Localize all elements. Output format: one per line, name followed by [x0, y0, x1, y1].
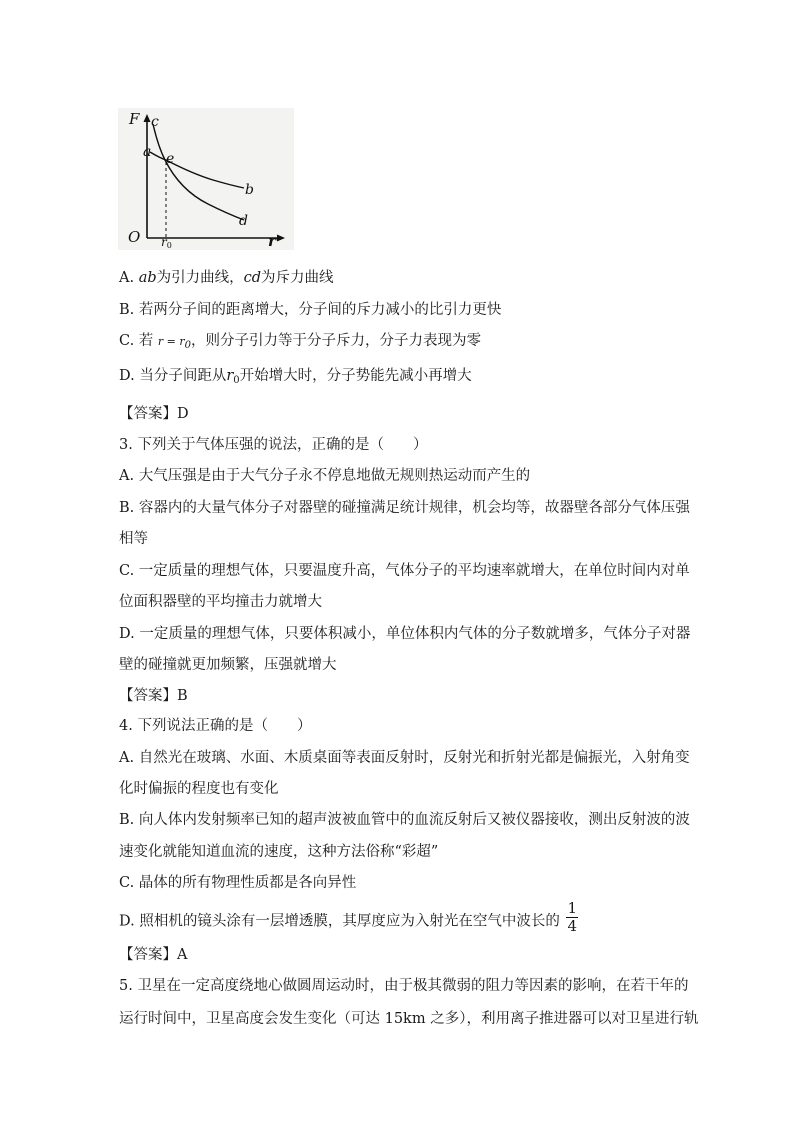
option-c-tail: ，则分子引力等于分子斥力，分子力表现为零: [191, 333, 482, 349]
option-c-prefix: C. 若: [119, 333, 154, 349]
force-curve-diagram: [118, 108, 294, 250]
option-d-r: r: [226, 368, 234, 384]
option-a-ab: ab: [138, 270, 157, 286]
x-axis-arrow: [277, 235, 285, 242]
q4-option-a-line1: A. 自然光在玻璃、水面、木质桌面等表面反射时，反射光和折射光都是偏振光，入射角变: [119, 750, 690, 766]
axis-label-f: F: [129, 110, 140, 128]
q3-option-d-line1: D. 一定质量的理想气体，只要体积减小，单位体积内气体的分子数就增多，气体分子对器: [119, 626, 691, 642]
option-a-prefix: A.: [119, 270, 139, 286]
label-a: a: [143, 144, 152, 160]
q3-option-b-line2: 相等: [119, 531, 148, 547]
option-d-r-sub: 0: [233, 375, 240, 386]
label-b: b: [245, 182, 254, 198]
option-d-tail: 开始增大时，分子势能先减小再增大: [239, 368, 472, 384]
axis-label-r: r: [268, 232, 276, 250]
q4-stem: 4. 下列说法正确的是（ ）: [119, 718, 312, 734]
option-c-equation: r = r0: [157, 335, 192, 351]
q5-line1: 5. 卫星在一定高度绕地心做圆周运动时，由于极其微弱的阻力等因素的影响，在若干年的: [119, 978, 689, 994]
q2-option-d: [119, 366, 472, 391]
option-a-mid: 为引力曲线，: [156, 270, 244, 286]
q4-option-c: C. 晶体的所有物理性质都是各向异性: [119, 875, 357, 891]
q4-option-a-line2: 化时偏振的程度也有变化: [119, 781, 279, 797]
q4-option-b-line2: 速变化就能知道血流的速度，这种方法俗称“彩超”: [119, 844, 439, 860]
label-e: e: [166, 151, 175, 167]
q3-option-c-line2: 位面积器壁的平均撞击力就增大: [119, 594, 322, 610]
curve-cd: [153, 124, 244, 220]
option-a-tail: 为斥力曲线: [261, 270, 334, 286]
q2-answer: 【答案】D: [119, 406, 189, 422]
option-a-cd: cd: [243, 270, 262, 286]
q3-answer: 【答案】B: [119, 688, 188, 704]
q3-option-c-line1: C. 一定质量的理想气体，只要温度升高，气体分子的平均速率就增大，在单位时间内对单: [119, 563, 690, 579]
force-distance-figure: [118, 108, 294, 250]
option-d-prefix: D. 当分子间距从: [119, 368, 227, 384]
q2-option-a: [119, 268, 334, 288]
fraction-denominator: 4: [567, 917, 577, 935]
q4-answer: 【答案】A: [119, 947, 188, 963]
q3-option-d-line2: 壁的碰撞就更加频繁，压强就增大: [119, 657, 337, 673]
q3-stem: 3. 下列关于气体压强的说法，正确的是（ ）: [119, 437, 428, 453]
r0-label: r0: [161, 235, 172, 250]
q2-option-c: [119, 331, 481, 356]
q3-option-a: A. 大气压强是由于大气分子永不停息地做无规则热运动而产生的: [119, 468, 531, 484]
q4-option-d: [119, 899, 578, 939]
label-c: c: [151, 114, 159, 130]
label-d: d: [239, 213, 248, 229]
q5-line2: 运行时间中，卫星高度会发生变化（可达 15km 之多），利用离子推进器可以对卫星进行轨: [119, 1011, 699, 1027]
q2-option-b: B. 若两分子间的距离增大，分子间的斥力减小的比引力更快: [119, 302, 502, 318]
y-axis-arrow: [144, 114, 151, 122]
option-d-text: D. 照相机的镜头涂有一层增透膜，其厚度应为入射光在空气中波长的: [119, 913, 560, 930]
q3-option-b-line1: B. 容器内的大量气体分子对器壁的碰撞满足统计规律，机会均等，故器壁各部分气体压强: [119, 500, 690, 516]
origin-label: O: [128, 228, 141, 246]
fraction-one-quarter: [566, 900, 578, 935]
fraction-numerator: 1: [567, 899, 577, 917]
q4-option-b-line1: B. 向人体内发射频率已知的超声波被血管中的血流反射后又被仪器接收，测出反射波的波: [119, 812, 690, 828]
